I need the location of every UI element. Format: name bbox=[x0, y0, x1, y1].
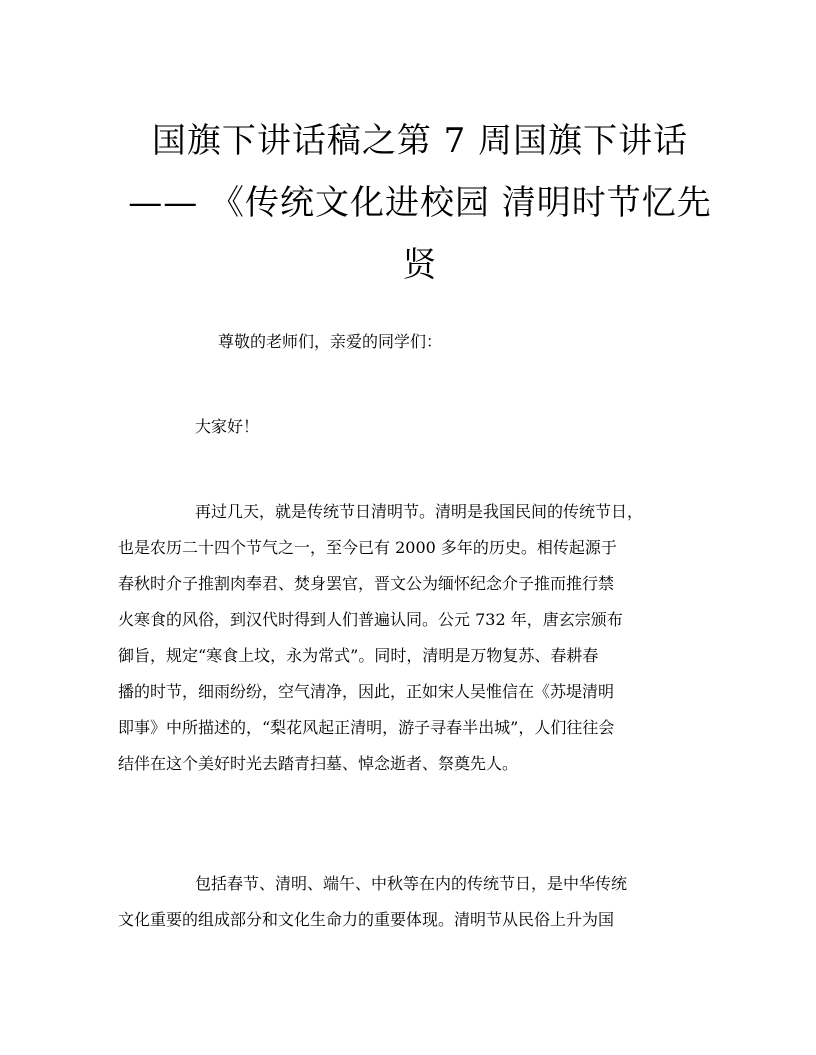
paragraph-line: 包括春节、清明、端午、中秋等在内的传统节日，是中华传统 bbox=[195, 874, 628, 893]
salutation: 尊敬的老师们，亲爱的同学们： bbox=[218, 332, 443, 351]
document-title bbox=[100, 110, 740, 296]
title-line: 贤 bbox=[402, 245, 438, 285]
paragraph-line: 结伴在这个美好时光去踏青扫墓、悼念逝者、祭奠先人。 bbox=[118, 754, 519, 773]
paragraph bbox=[118, 866, 698, 938]
title-line: —— 《传统文化进校园 清明时节忆先 bbox=[128, 183, 712, 223]
paragraph-line: 火寒食的风俗，到汉代时得到人们普遍认同。公元 732 年，唐玄宗颁布 bbox=[118, 610, 623, 629]
paragraph-line: 文化重要的组成部分和文化生命力的重要体现。清明节从民俗上升为国 bbox=[118, 910, 615, 929]
paragraph-line: 春秋时介子推割肉奉君、焚身罢官，晋文公为缅怀纪念介子推而推行禁 bbox=[118, 574, 615, 593]
greeting: 大家好！ bbox=[195, 417, 260, 436]
paragraph-line: 御旨，规定“寒食上坟，永为常式”。同时，清明是万物复苏、春耕春 bbox=[118, 646, 599, 665]
title-line: 国旗下讲话稿之第 7 周国旗下讲话 bbox=[151, 121, 689, 161]
paragraph-line: 再过几天，就是传统节日清明节。清明是我国民间的传统节日， bbox=[195, 502, 644, 521]
paragraph-line: 播的时节，细雨纷纷，空气清净，因此，正如宋人吴惟信在《苏堤清明 bbox=[118, 682, 615, 701]
paragraph-line: 也是农历二十四个节气之一，至今已有 2000 多年的历史。相传起源于 bbox=[118, 538, 617, 557]
paragraph-line: 即事》中所描述的，“梨花风起正清明，游子寻春半出城”，人们往往会 bbox=[118, 718, 615, 737]
paragraph bbox=[118, 494, 698, 782]
